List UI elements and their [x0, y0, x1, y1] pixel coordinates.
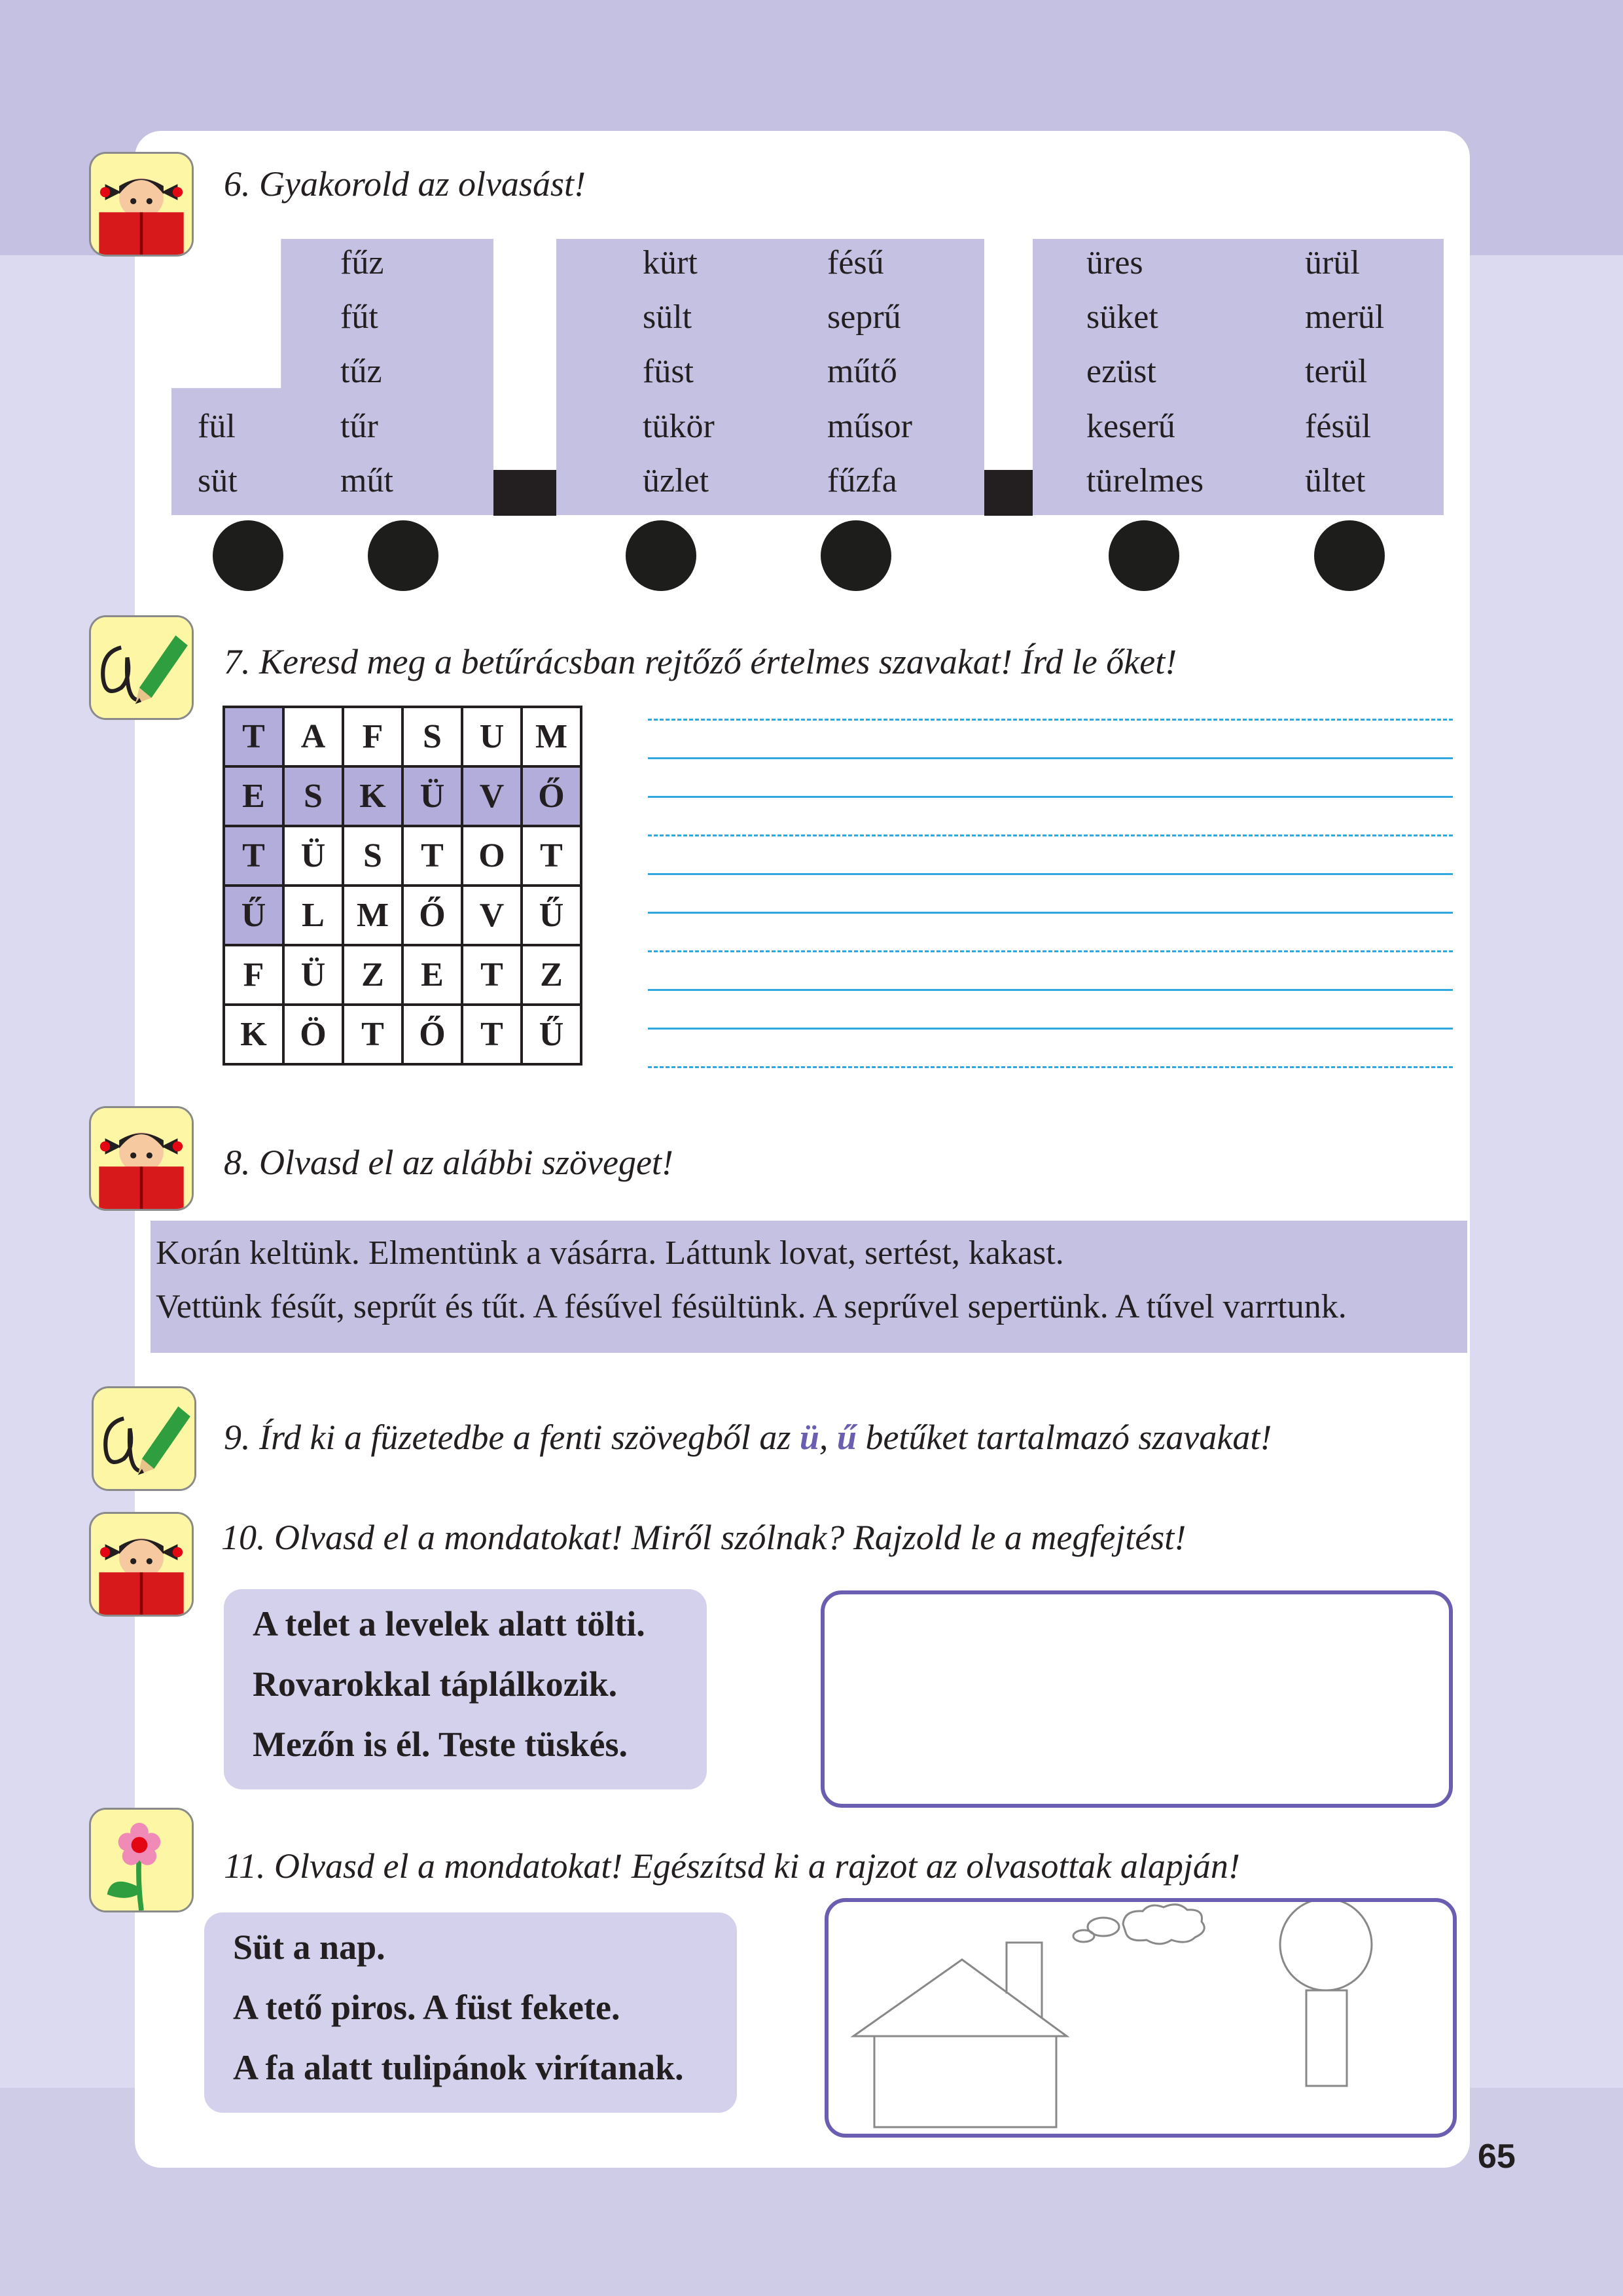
drawing-box[interactable] — [821, 1590, 1453, 1808]
riddle-line: A fa alatt tulipánok virítanak. — [233, 2048, 684, 2087]
pencil-writing-icon — [89, 615, 194, 720]
train-word: ültet — [1305, 462, 1366, 499]
train-wheel — [1314, 520, 1385, 591]
page-number: 65 — [1478, 2138, 1516, 2176]
grid-cell: Ü — [402, 766, 462, 826]
pencil-writing-icon — [92, 1386, 196, 1491]
house-tree-outline-drawing — [829, 1902, 1453, 2134]
train-wheel — [213, 520, 283, 591]
riddle-box — [204, 1912, 737, 2113]
writing-line[interactable] — [648, 796, 1453, 798]
grid-cell: Ő — [402, 886, 462, 945]
train-word: fűz — [340, 244, 384, 281]
train-word: merül — [1305, 298, 1385, 336]
train-word: ürül — [1305, 244, 1360, 281]
grid-cell: T — [402, 826, 462, 886]
writing-line[interactable] — [648, 757, 1453, 759]
reading-girl-icon — [89, 1512, 194, 1617]
train-word: fül — [198, 408, 236, 445]
train-word: fűzfa — [827, 462, 897, 499]
grid-cell: Ű — [224, 886, 283, 945]
drawing-box[interactable] — [825, 1898, 1457, 2138]
riddle-line: A telet a levelek alatt tölti. — [253, 1604, 645, 1643]
train-coupler-2 — [984, 470, 1033, 516]
grid-cell: M — [522, 707, 581, 766]
grid-cell: V — [462, 886, 522, 945]
grid-cell: S — [402, 707, 462, 766]
task11-title: 11. Olvasd el a mondatokat! Egészítsd ki a rajzot az olvasottak alapján! — [224, 1846, 1240, 1886]
task8-title: 8. Olvasd el az alábbi szöveget! — [224, 1143, 673, 1182]
train-word: terül — [1305, 353, 1368, 390]
writing-line[interactable] — [648, 873, 1453, 875]
train-word: üzlet — [643, 462, 709, 499]
grid-cell: S — [283, 766, 343, 826]
grid-cell: Z — [343, 945, 402, 1005]
grid-cell: T — [224, 707, 283, 766]
train-car-2 — [556, 239, 984, 515]
train-word: ezüst — [1086, 353, 1156, 390]
task9-title — [224, 1417, 1272, 1458]
story-line: Korán keltünk. Elmentünk a vásárra. Láttunk lovat, sertést, kakast. — [156, 1234, 1064, 1272]
train-word: üres — [1086, 244, 1143, 281]
writing-line[interactable] — [648, 1066, 1453, 1068]
train-word: fésű — [827, 244, 884, 281]
task9-title-pre: 9. Írd ki a füzetedbe a fenti szövegből az — [224, 1418, 800, 1457]
train-word: füst — [643, 353, 694, 390]
highlight-letter-uu: ű — [836, 1418, 857, 1457]
train-word: kürt — [643, 244, 698, 281]
grid-cell: U — [462, 707, 522, 766]
highlight-letter-u: ü — [799, 1418, 819, 1457]
grid-cell: Ű — [522, 886, 581, 945]
story-box — [151, 1221, 1467, 1353]
letter-grid — [223, 706, 582, 1066]
train-word: süt — [198, 462, 238, 499]
writing-line[interactable] — [648, 912, 1453, 914]
train-word: műt — [340, 462, 393, 499]
flower-icon — [89, 1808, 194, 1912]
reading-girl-icon — [89, 1106, 194, 1211]
train-word: seprű — [827, 298, 901, 336]
train-wheel — [821, 520, 891, 591]
train-word: süket — [1086, 298, 1158, 336]
writing-line[interactable] — [648, 989, 1453, 991]
grid-cell: Ö — [283, 1005, 343, 1064]
task7-title: 7. Keresd meg a betűrácsban rejtőző értelmes szavakat! Írd le őket! — [224, 642, 1177, 681]
train-wheel — [626, 520, 696, 591]
train-coupler-1 — [493, 470, 556, 516]
task9-title-post: betűket tartalmazó szavakat! — [856, 1418, 1272, 1457]
grid-cell: S — [343, 826, 402, 886]
train-word: műsor — [827, 408, 912, 445]
grid-cell: T — [462, 1005, 522, 1064]
train-word: fésül — [1305, 408, 1372, 445]
train-word: műtő — [827, 353, 897, 390]
grid-cell: T — [522, 826, 581, 886]
writing-line[interactable] — [648, 834, 1453, 836]
train-word: tükör — [643, 408, 715, 445]
story-line: Vettünk fésűt, seprűt és tűt. A fésűvel fésültünk. A seprűvel sepertünk. A tűvel varrtunk. — [156, 1288, 1347, 1325]
grid-cell: Ü — [283, 826, 343, 886]
writing-line[interactable] — [648, 719, 1453, 721]
grid-cell: A — [283, 707, 343, 766]
grid-cell: K — [224, 1005, 283, 1064]
grid-cell: T — [462, 945, 522, 1005]
grid-cell: Z — [522, 945, 581, 1005]
train-word: fűt — [340, 298, 378, 336]
grid-cell: K — [343, 766, 402, 826]
grid-cell: Ü — [283, 945, 343, 1005]
riddle-box — [224, 1589, 707, 1789]
grid-cell: T — [343, 1005, 402, 1064]
riddle-line: Süt a nap. — [233, 1928, 385, 1967]
train-word: keserű — [1086, 408, 1175, 445]
train-wheel — [368, 520, 438, 591]
grid-cell: Ű — [522, 1005, 581, 1064]
writing-line[interactable] — [648, 950, 1453, 952]
grid-cell: V — [462, 766, 522, 826]
grid-cell: Ő — [522, 766, 581, 826]
grid-cell: F — [224, 945, 283, 1005]
grid-cell: T — [224, 826, 283, 886]
grid-cell: F — [343, 707, 402, 766]
task9-title-sep: , — [819, 1418, 837, 1457]
task10-title: 10. Olvasd el a mondatokat! Miről szólnak? Rajzold le a megfejtést! — [221, 1518, 1186, 1557]
riddle-line: A tető piros. A füst fekete. — [233, 1988, 620, 2027]
train-word: tűr — [340, 408, 378, 445]
train-wheel — [1109, 520, 1179, 591]
train-word: sült — [643, 298, 692, 336]
train-word: türelmes — [1086, 462, 1204, 499]
reading-girl-icon — [89, 152, 194, 257]
grid-cell: M — [343, 886, 402, 945]
riddle-line: Rovarokkal táplálkozik. — [253, 1664, 618, 1704]
task6-title: 6. Gyakorold az olvasást! — [224, 164, 586, 204]
grid-cell: O — [462, 826, 522, 886]
grid-cell: E — [402, 945, 462, 1005]
grid-cell: E — [224, 766, 283, 826]
writing-line[interactable] — [648, 1028, 1453, 1030]
riddle-line: Mezőn is él. Teste tüskés. — [253, 1725, 628, 1764]
grid-cell: L — [283, 886, 343, 945]
grid-cell: Ő — [402, 1005, 462, 1064]
train-word: tűz — [340, 353, 382, 390]
